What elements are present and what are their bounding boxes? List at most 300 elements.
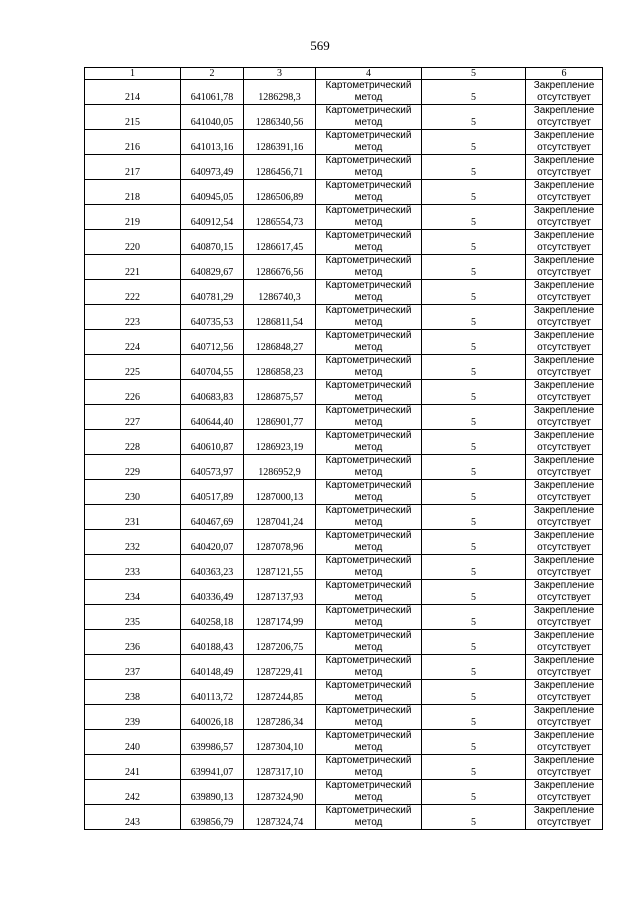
accuracy-cell: 5: [422, 580, 526, 605]
fixing-line-2: отсутствует: [537, 367, 591, 378]
fixing-cell: [526, 580, 603, 605]
fixing-line-1: Закрепление: [533, 505, 595, 516]
accuracy-cell: 5: [422, 480, 526, 505]
method-line-2: метод: [354, 617, 383, 628]
accuracy-cell: 5: [422, 205, 526, 230]
method-line-2: метод: [354, 542, 383, 553]
coordinate-x: 639890,13: [181, 780, 244, 805]
method-line-1: Картометрический: [325, 580, 412, 591]
accuracy-cell: 5: [422, 505, 526, 530]
column-header: 3: [244, 68, 316, 80]
coordinate-x: 640467,69: [181, 505, 244, 530]
accuracy-cell: 5: [422, 430, 526, 455]
method-line-2: метод: [354, 817, 383, 828]
method-line-2: метод: [354, 467, 383, 478]
coordinate-y: 1287174,99: [244, 605, 316, 630]
method-line-1: Картометрический: [325, 105, 412, 116]
accuracy-cell: 5: [422, 630, 526, 655]
table-row: [85, 280, 603, 305]
accuracy-cell: 5: [422, 780, 526, 805]
accuracy-cell: 5: [422, 355, 526, 380]
coordinate-y: 1287324,90: [244, 780, 316, 805]
coordinate-x: 640148,49: [181, 655, 244, 680]
method-line-1: Картометрический: [325, 455, 412, 466]
coordinate-x: 640829,67: [181, 255, 244, 280]
coordinate-y: 1286340,56: [244, 105, 316, 130]
accuracy-cell: 5: [422, 705, 526, 730]
point-number: 240: [85, 730, 181, 755]
method-line-1: Картометрический: [325, 705, 412, 716]
method-cell: [316, 455, 422, 480]
point-number: 218: [85, 180, 181, 205]
fixing-line-1: Закрепление: [533, 130, 595, 141]
table-row: [85, 230, 603, 255]
method-line-1: Картометрический: [325, 530, 412, 541]
column-header: 6: [526, 68, 603, 80]
method-cell: [316, 705, 422, 730]
coordinate-y: 1287206,75: [244, 630, 316, 655]
coordinates-table: [84, 67, 603, 830]
fixing-line-1: Закрепление: [533, 105, 595, 116]
coordinate-x: 640258,18: [181, 605, 244, 630]
fixing-line-1: Закрепление: [533, 730, 595, 741]
method-line-1: Картометрический: [325, 180, 412, 191]
fixing-line-2: отсутствует: [537, 342, 591, 353]
fixing-cell: [526, 180, 603, 205]
column-header: 5: [422, 68, 526, 80]
fixing-line-2: отсутствует: [537, 267, 591, 278]
table-row: [85, 480, 603, 505]
fixing-line-2: отсутствует: [537, 817, 591, 828]
fixing-line-2: отсутствует: [537, 142, 591, 153]
fixing-cell: [526, 155, 603, 180]
coordinate-y: 1286875,57: [244, 380, 316, 405]
fixing-line-1: Закрепление: [533, 530, 595, 541]
accuracy-cell: 5: [422, 305, 526, 330]
table-row: [85, 730, 603, 755]
coordinate-y: 1287286,34: [244, 705, 316, 730]
method-line-2: метод: [354, 567, 383, 578]
accuracy-cell: 5: [422, 255, 526, 280]
fixing-line-1: Закрепление: [533, 455, 595, 466]
method-cell: [316, 380, 422, 405]
point-number: 216: [85, 130, 181, 155]
method-cell: [316, 305, 422, 330]
fixing-cell: [526, 730, 603, 755]
fixing-line-1: Закрепление: [533, 805, 595, 816]
table-row: [85, 80, 603, 105]
table-row: [85, 655, 603, 680]
accuracy-cell: 5: [422, 155, 526, 180]
table-row: [85, 180, 603, 205]
method-cell: [316, 805, 422, 830]
fixing-line-1: Закрепление: [533, 780, 595, 791]
coordinate-y: 1287137,93: [244, 580, 316, 605]
method-cell: [316, 430, 422, 455]
fixing-line-2: отсутствует: [537, 617, 591, 628]
coordinate-y: 1286554,73: [244, 205, 316, 230]
method-line-1: Картометрический: [325, 155, 412, 166]
coordinate-y: 1286848,27: [244, 330, 316, 355]
method-line-1: Картометрический: [325, 430, 412, 441]
coordinate-y: 1286858,23: [244, 355, 316, 380]
coordinate-x: 640026,18: [181, 705, 244, 730]
coordinate-x: 640735,53: [181, 305, 244, 330]
method-line-2: метод: [354, 492, 383, 503]
coordinate-y: 1287304,10: [244, 730, 316, 755]
table-row: [85, 330, 603, 355]
fixing-line-2: отсутствует: [537, 317, 591, 328]
accuracy-cell: 5: [422, 680, 526, 705]
table-row: [85, 205, 603, 230]
method-line-2: метод: [354, 217, 383, 228]
fixing-cell: [526, 305, 603, 330]
coordinate-x: 641040,05: [181, 105, 244, 130]
coordinate-x: 640420,07: [181, 530, 244, 555]
method-cell: [316, 505, 422, 530]
table-body: [85, 80, 603, 830]
method-line-2: метод: [354, 392, 383, 403]
table-row: [85, 555, 603, 580]
method-line-1: Картометрический: [325, 505, 412, 516]
accuracy-cell: 5: [422, 730, 526, 755]
method-cell: [316, 280, 422, 305]
fixing-cell: [526, 405, 603, 430]
fixing-line-1: Закрепление: [533, 330, 595, 341]
point-number: 242: [85, 780, 181, 805]
table-row: [85, 255, 603, 280]
table-row: [85, 530, 603, 555]
method-cell: [316, 230, 422, 255]
point-number: 224: [85, 330, 181, 355]
method-line-2: метод: [354, 767, 383, 778]
fixing-cell: [526, 505, 603, 530]
fixing-cell: [526, 430, 603, 455]
table-row: [85, 405, 603, 430]
fixing-cell: [526, 705, 603, 730]
point-number: 222: [85, 280, 181, 305]
method-line-1: Картометрический: [325, 480, 412, 491]
coordinate-y: 1286456,71: [244, 155, 316, 180]
fixing-line-2: отсутствует: [537, 667, 591, 678]
method-line-2: метод: [354, 692, 383, 703]
table-header-row: [85, 68, 603, 80]
fixing-line-1: Закрепление: [533, 205, 595, 216]
coordinate-y: 1287244,85: [244, 680, 316, 705]
coordinate-x: 640683,83: [181, 380, 244, 405]
method-cell: [316, 355, 422, 380]
fixing-cell: [526, 605, 603, 630]
accuracy-cell: 5: [422, 130, 526, 155]
fixing-line-1: Закрепление: [533, 255, 595, 266]
table-row: [85, 105, 603, 130]
method-line-1: Картометрический: [325, 280, 412, 291]
coordinate-x: 640113,72: [181, 680, 244, 705]
fixing-line-2: отсутствует: [537, 517, 591, 528]
table-row: [85, 155, 603, 180]
coordinate-x: 640517,89: [181, 480, 244, 505]
point-number: 235: [85, 605, 181, 630]
fixing-line-2: отсутствует: [537, 92, 591, 103]
fixing-cell: [526, 530, 603, 555]
point-number: 234: [85, 580, 181, 605]
point-number: 241: [85, 755, 181, 780]
method-line-1: Картометрический: [325, 355, 412, 366]
method-cell: [316, 755, 422, 780]
table-row: [85, 130, 603, 155]
method-line-1: Картометрический: [325, 555, 412, 566]
point-number: 215: [85, 105, 181, 130]
fixing-line-2: отсутствует: [537, 417, 591, 428]
table-row: [85, 355, 603, 380]
fixing-line-2: отсутствует: [537, 767, 591, 778]
method-cell: [316, 580, 422, 605]
coordinate-x: 640912,54: [181, 205, 244, 230]
point-number: 223: [85, 305, 181, 330]
accuracy-cell: 5: [422, 755, 526, 780]
method-cell: [316, 530, 422, 555]
fixing-line-1: Закрепление: [533, 555, 595, 566]
accuracy-cell: 5: [422, 180, 526, 205]
fixing-line-2: отсутствует: [537, 692, 591, 703]
method-cell: [316, 130, 422, 155]
fixing-line-1: Закрепление: [533, 605, 595, 616]
fixing-line-2: отсутствует: [537, 292, 591, 303]
point-number: 238: [85, 680, 181, 705]
fixing-line-2: отсутствует: [537, 192, 591, 203]
method-line-2: метод: [354, 267, 383, 278]
point-number: 231: [85, 505, 181, 530]
fixing-cell: [526, 555, 603, 580]
method-line-1: Картометрический: [325, 230, 412, 241]
method-cell: [316, 405, 422, 430]
coordinate-x: 640336,49: [181, 580, 244, 605]
table-row: [85, 505, 603, 530]
coordinate-y: 1286298,3: [244, 80, 316, 105]
coordinate-x: 640945,05: [181, 180, 244, 205]
coordinate-y: 1286952,9: [244, 455, 316, 480]
accuracy-cell: 5: [422, 330, 526, 355]
accuracy-cell: 5: [422, 405, 526, 430]
table-row: [85, 780, 603, 805]
method-cell: [316, 330, 422, 355]
fixing-cell: [526, 105, 603, 130]
fixing-line-1: Закрепление: [533, 630, 595, 641]
point-number: 228: [85, 430, 181, 455]
fixing-line-1: Закрепление: [533, 430, 595, 441]
coordinate-y: 1286740,3: [244, 280, 316, 305]
table-row: [85, 755, 603, 780]
coordinate-y: 1287324,74: [244, 805, 316, 830]
table-row: [85, 380, 603, 405]
point-number: 220: [85, 230, 181, 255]
fixing-cell: [526, 480, 603, 505]
method-line-1: Картометрический: [325, 305, 412, 316]
fixing-line-1: Закрепление: [533, 755, 595, 766]
accuracy-cell: 5: [422, 555, 526, 580]
fixing-line-2: отсутствует: [537, 717, 591, 728]
fixing-line-2: отсутствует: [537, 217, 591, 228]
fixing-line-2: отсутствует: [537, 642, 591, 653]
method-line-2: метод: [354, 792, 383, 803]
method-line-1: Картометрический: [325, 630, 412, 641]
method-line-1: Картометрический: [325, 680, 412, 691]
fixing-line-1: Закрепление: [533, 580, 595, 591]
fixing-cell: [526, 780, 603, 805]
method-cell: [316, 780, 422, 805]
point-number: 233: [85, 555, 181, 580]
fixing-cell: [526, 355, 603, 380]
method-cell: [316, 730, 422, 755]
coordinate-x: 639941,07: [181, 755, 244, 780]
fixing-cell: [526, 230, 603, 255]
method-line-1: Картометрический: [325, 805, 412, 816]
method-cell: [316, 630, 422, 655]
fixing-cell: [526, 805, 603, 830]
method-line-2: метод: [354, 642, 383, 653]
method-line-2: метод: [354, 317, 383, 328]
method-cell: [316, 655, 422, 680]
point-number: 236: [85, 630, 181, 655]
method-line-1: Картометрический: [325, 755, 412, 766]
coordinate-x: 640188,43: [181, 630, 244, 655]
method-line-1: Картометрический: [325, 205, 412, 216]
coordinate-x: 640363,23: [181, 555, 244, 580]
fixing-line-1: Закрепление: [533, 655, 595, 666]
coordinate-y: 1286811,54: [244, 305, 316, 330]
method-line-2: метод: [354, 517, 383, 528]
fixing-line-2: отсутствует: [537, 392, 591, 403]
point-number: 230: [85, 480, 181, 505]
fixing-line-1: Закрепление: [533, 305, 595, 316]
coordinate-y: 1286391,16: [244, 130, 316, 155]
fixing-cell: [526, 680, 603, 705]
accuracy-cell: 5: [422, 455, 526, 480]
method-line-2: метод: [354, 417, 383, 428]
method-line-2: метод: [354, 142, 383, 153]
coordinate-x: 640712,56: [181, 330, 244, 355]
method-cell: [316, 80, 422, 105]
coordinate-x: 640870,15: [181, 230, 244, 255]
coordinate-x: 640644,40: [181, 405, 244, 430]
fixing-line-2: отсутствует: [537, 492, 591, 503]
fixing-line-1: Закрепление: [533, 480, 595, 491]
point-number: 221: [85, 255, 181, 280]
fixing-line-2: отсутствует: [537, 792, 591, 803]
coordinate-x: 641013,16: [181, 130, 244, 155]
method-line-2: метод: [354, 592, 383, 603]
accuracy-cell: 5: [422, 230, 526, 255]
coordinate-y: 1287000,13: [244, 480, 316, 505]
accuracy-cell: 5: [422, 805, 526, 830]
method-line-2: метод: [354, 667, 383, 678]
method-line-2: метод: [354, 167, 383, 178]
fixing-line-2: отсутствует: [537, 542, 591, 553]
method-line-2: метод: [354, 742, 383, 753]
fixing-line-1: Закрепление: [533, 80, 595, 91]
point-number: 229: [85, 455, 181, 480]
method-cell: [316, 155, 422, 180]
table-row: [85, 430, 603, 455]
method-line-1: Картометрический: [325, 405, 412, 416]
point-number: 226: [85, 380, 181, 405]
table-row: [85, 580, 603, 605]
fixing-line-2: отсутствует: [537, 567, 591, 578]
fixing-cell: [526, 455, 603, 480]
fixing-cell: [526, 330, 603, 355]
fixing-line-2: отсутствует: [537, 742, 591, 753]
accuracy-cell: 5: [422, 280, 526, 305]
fixing-cell: [526, 380, 603, 405]
coordinate-x: 640610,87: [181, 430, 244, 455]
fixing-line-2: отсутствует: [537, 442, 591, 453]
page-number: 569: [310, 38, 330, 53]
method-line-1: Картометрический: [325, 330, 412, 341]
coordinate-y: 1286617,45: [244, 230, 316, 255]
fixing-line-1: Закрепление: [533, 680, 595, 691]
accuracy-cell: 5: [422, 105, 526, 130]
method-line-1: Картометрический: [325, 655, 412, 666]
fixing-line-1: Закрепление: [533, 180, 595, 191]
method-line-2: метод: [354, 442, 383, 453]
table-row: [85, 805, 603, 830]
method-line-2: метод: [354, 117, 383, 128]
fixing-cell: [526, 755, 603, 780]
fixing-cell: [526, 255, 603, 280]
fixing-line-1: Закрепление: [533, 355, 595, 366]
method-line-1: Картометрический: [325, 380, 412, 391]
accuracy-cell: 5: [422, 655, 526, 680]
method-cell: [316, 605, 422, 630]
fixing-cell: [526, 280, 603, 305]
point-number: 214: [85, 80, 181, 105]
coordinate-y: 1287121,55: [244, 555, 316, 580]
method-line-2: метод: [354, 192, 383, 203]
method-cell: [316, 205, 422, 230]
point-number: 227: [85, 405, 181, 430]
fixing-line-1: Закрепление: [533, 705, 595, 716]
method-line-2: метод: [354, 367, 383, 378]
coordinate-x: 639986,57: [181, 730, 244, 755]
coordinate-x: 640781,29: [181, 280, 244, 305]
table-row: [85, 705, 603, 730]
method-line-1: Картометрический: [325, 780, 412, 791]
point-number: 232: [85, 530, 181, 555]
fixing-line-1: Закрепление: [533, 405, 595, 416]
column-header: 4: [316, 68, 422, 80]
method-line-1: Картометрический: [325, 605, 412, 616]
table-row: [85, 605, 603, 630]
method-line-2: метод: [354, 292, 383, 303]
coordinate-y: 1286923,19: [244, 430, 316, 455]
fixing-line-1: Закрепление: [533, 380, 595, 391]
method-cell: [316, 105, 422, 130]
accuracy-cell: 5: [422, 380, 526, 405]
method-line-2: метод: [354, 717, 383, 728]
method-line-1: Картометрический: [325, 130, 412, 141]
fixing-line-1: Закрепление: [533, 230, 595, 241]
method-cell: [316, 480, 422, 505]
point-number: 237: [85, 655, 181, 680]
fixing-line-2: отсутствует: [537, 592, 591, 603]
fixing-line-2: отсутствует: [537, 467, 591, 478]
fixing-cell: [526, 630, 603, 655]
table-row: [85, 455, 603, 480]
point-number: 219: [85, 205, 181, 230]
coordinate-y: 1287317,10: [244, 755, 316, 780]
accuracy-cell: 5: [422, 80, 526, 105]
fixing-line-2: отсутствует: [537, 117, 591, 128]
